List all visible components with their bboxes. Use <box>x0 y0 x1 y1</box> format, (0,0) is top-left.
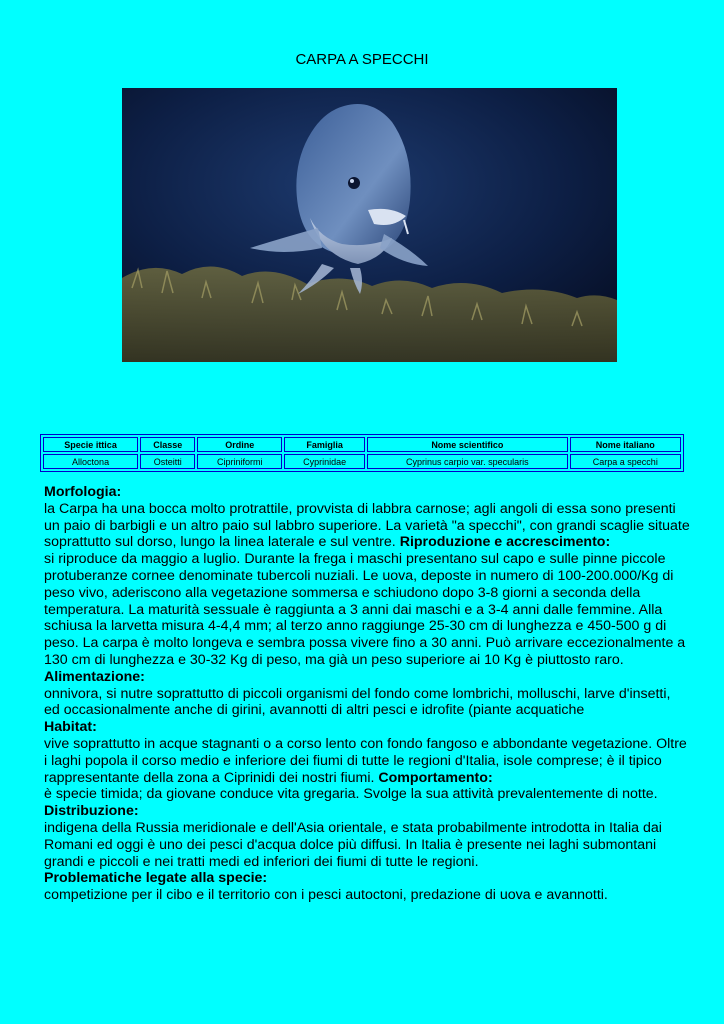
heading-morfologia: Morfologia: <box>44 484 122 500</box>
text-distribuzione: indigena della Russia meridionale e dell'Asia orientale, e stata probabilmente introdotta in Italia dai Romani ed oggi è uno dei pesci d'acqua dolce più diffusi. In Italia è presente nei laghi submontani grandi e piccoli e nei tratti medi ed inferiori dei fiumi di tutte le regioni. <box>44 819 662 870</box>
header-ordine: Ordine <box>197 437 282 452</box>
heading-comportamento: Comportamento: <box>378 769 493 786</box>
text-alimentazione: onnivora, si nutre soprattutto di piccoli organismi del fondo come lombrichi, molluschi, larve d'insetti, ed occasionalmente anche di girini, avannotti di altri pesci e idrofite (piante acquatiche <box>44 685 671 719</box>
text-morfologia: la Carpa ha una bocca molto protrattile, provvista di labbra carnose; agli angoli di essa sono presenti un paio di barbigli e un altro paio sul labbro superiore. La varietà "a specchi", con grandi scaglie situate soprattutto sul dorso, lungo la linea laterale e sul ventre. <box>44 500 690 551</box>
header-specie-ittica: Specie ittica <box>43 437 138 452</box>
text-riproduzione: si riproduce da maggio a luglio. Durante la frega i maschi presentano sul capo e sulle pinne piccole protuberanze cornee denominate tubercoli nuziali. Le uova, deposte in numero di 100-200.000/Kg di peso vivo, aderiscono alla vegetazione sommersa e schiudono dopo 3-8 giorni a seconda della temperatura. La maturità sessuale è raggiunta a 3 anni dai maschi e a 3-4 anni dalle femmine. Alla schiusa la larvetta misura 4-4,4 mm; al terzo anno raggiunge 25-30 cm di lunghezza e 450-500 g di peso. La carpa è molto longeva e sembra possa vivere fino a 30 anni. Può arrivare eccezionalmente a 130 cm di lunghezza e 30-32 Kg di peso, ma già un peso superiore ai 10 Kg è piuttosto raro. <box>44 551 686 668</box>
cell-classe: Osteitti <box>140 454 195 469</box>
header-nome-scientifico: Nome scientifico <box>367 437 568 452</box>
table-header-row <box>43 437 681 452</box>
header-famiglia: Famiglia <box>284 437 365 452</box>
heading-riproduzione: Riproduzione e accrescimento: <box>399 534 611 551</box>
species-table <box>40 434 684 472</box>
heading-habitat: Habitat: <box>44 719 97 736</box>
carp-photo <box>122 88 617 362</box>
text-habitat: vive soprattutto in acque stagnanti o a corso lento con fondo fangoso e abbondante vegetazione. Oltre i laghi popola il corso medio e inferiore dei fiumi di tutte le regioni d'Italia, isole comprese; è il tipico rappresentante della zona a Ciprinidi dei nostri fiumi. <box>44 735 687 786</box>
table-row <box>43 454 681 469</box>
cell-famiglia: Cyprinidae <box>284 454 365 469</box>
text-problematiche: competizione per il cibo e il territorio con i pesci autoctoni, predazione di uova e avannotti. <box>44 887 608 904</box>
heading-distribuzione: Distribuzione: <box>44 803 139 820</box>
cell-nome-italiano: Carpa a specchi <box>570 454 681 469</box>
cell-ordine: Cipriniformi <box>197 454 282 469</box>
header-nome-italiano: Nome italiano <box>570 437 681 452</box>
cell-nome-scientifico: Cyprinus carpio var. specularis <box>367 454 568 469</box>
header-classe: Classe <box>140 437 195 452</box>
text-comportamento: è specie timida; da giovane conduce vita gregaria. Svolge la sua attività prevalentemente di notte. <box>44 786 658 803</box>
section-morfologia <box>44 484 690 904</box>
page-title: CARPA A SPECCHI <box>295 51 429 68</box>
species-description <box>44 484 690 904</box>
heading-alimentazione: Alimentazione: <box>44 668 145 685</box>
heading-problematiche: Problematiche legate alla specie: <box>44 870 268 887</box>
cell-specie-ittica: Alloctona <box>43 454 138 469</box>
